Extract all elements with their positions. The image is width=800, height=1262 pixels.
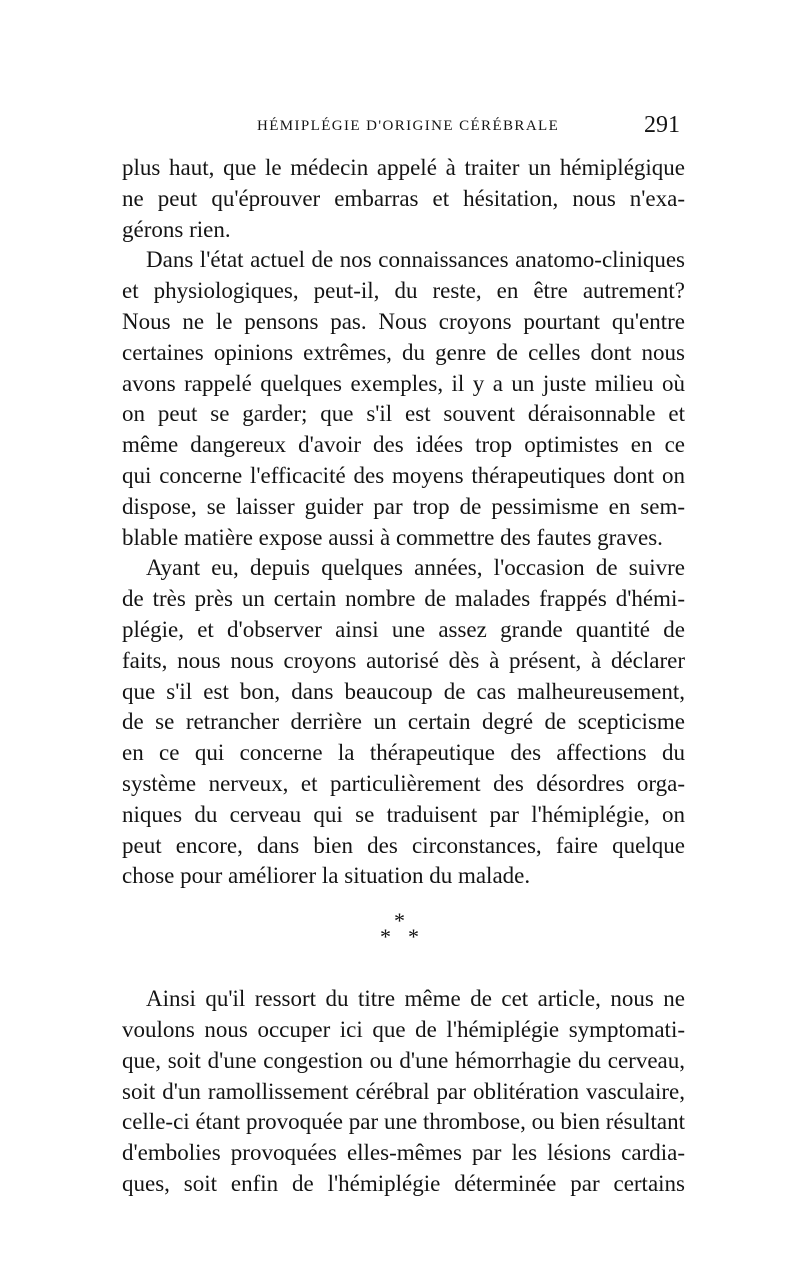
paragraph-4	[122, 984, 685, 1200]
paragraph-1	[122, 153, 685, 245]
text-line: plus haut, que le médecin appelé à traiter un hémiplégique	[122, 155, 685, 180]
text-line: qui concerne l'efficacité des moyens thérapeutiques dont on	[122, 462, 685, 488]
text-line: niques du cerveau qui se traduisent par l'hémiplégie, on	[122, 801, 685, 827]
text-line: d'embolies provoquées elles-mêmes par les lésions cardia-	[122, 1140, 685, 1166]
text-line: gérons rien.	[122, 216, 231, 242]
text-line: faits, nous nous croyons autorisé dès à présent, à déclarer	[122, 647, 685, 673]
asterism-star: *	[394, 908, 405, 934]
text-line: Ainsi qu'il ressort du titre même de cet article, nous ne	[146, 986, 685, 1012]
text-line: système nerveux, et particulièrement des désordres orga-	[122, 770, 685, 796]
text-line: dispose, se laisser guider par trop de pessimisme en sem-	[122, 493, 685, 519]
text-line: de très près un certain nombre de malades frappés d'hémi-	[122, 586, 685, 612]
text-line: ne peut qu'éprouver embarras et hésitation, nous n'exa-	[122, 185, 685, 211]
text-line: Nous ne le pensons pas. Nous croyons pourtant qu'entre	[122, 308, 685, 334]
text-line: Dans l'état actuel de nos connaissances anatomo-cliniques	[146, 247, 685, 273]
text-line: que s'il est bon, dans beaucoup de cas malheureusement,	[122, 678, 685, 704]
text-line: celle-ci étant provoquée par une thrombose, ou bien résultant	[122, 1109, 685, 1135]
asterism	[372, 908, 432, 948]
asterism-star: *	[408, 924, 419, 950]
body-text	[122, 153, 685, 1200]
page-number: 291	[644, 112, 680, 138]
text-line: et physiologiques, peut-il, du reste, en être autrement?	[122, 278, 685, 304]
text-line: avons rappelé quelques exemples, il y a un juste milieu où	[122, 370, 685, 396]
paragraph-3	[122, 553, 685, 892]
text-line: de se retrancher derrière un certain degré de scepticisme	[122, 709, 685, 735]
text-line: Ayant eu, depuis quelques années, l'occasion de suivre	[146, 555, 685, 581]
text-line: soit d'un ramollissement cérébral par oblitération vasculaire,	[122, 1078, 685, 1104]
running-head	[122, 112, 682, 146]
text-line: blable matière expose aussi à commettre des fautes graves.	[122, 524, 663, 550]
text-line: peut encore, dans bien des circonstances, faire quelque	[122, 832, 685, 858]
text-line: même dangereux d'avoir des idées trop optimistes en ce	[122, 432, 685, 458]
text-line: certaines opinions extrêmes, du genre de celles dont nous	[122, 339, 685, 365]
running-title: HÉMIPLÉGIE D'ORIGINE CÉRÉBRALE	[257, 118, 560, 134]
paragraph-2	[122, 245, 685, 553]
asterism-star: *	[380, 924, 391, 950]
section-break	[122, 892, 685, 984]
text-line: en ce qui concerne la thérapeutique des affections du	[122, 740, 685, 766]
text-line: voulons nous occuper ici que de l'hémiplégie symptomati-	[122, 1016, 685, 1042]
text-line: ques, soit enfin de l'hémiplégie déterminée par certains	[122, 1170, 685, 1196]
text-line: chose pour améliorer la situation du malade.	[122, 863, 531, 889]
text-line: on peut se garder; que s'il est souvent déraisonnable et	[122, 401, 685, 427]
text-line: que, soit d'une congestion ou d'une hémorrhagie du cerveau,	[122, 1047, 685, 1073]
text-line: plégie, et d'observer ainsi une assez grande quantité de	[122, 616, 685, 642]
